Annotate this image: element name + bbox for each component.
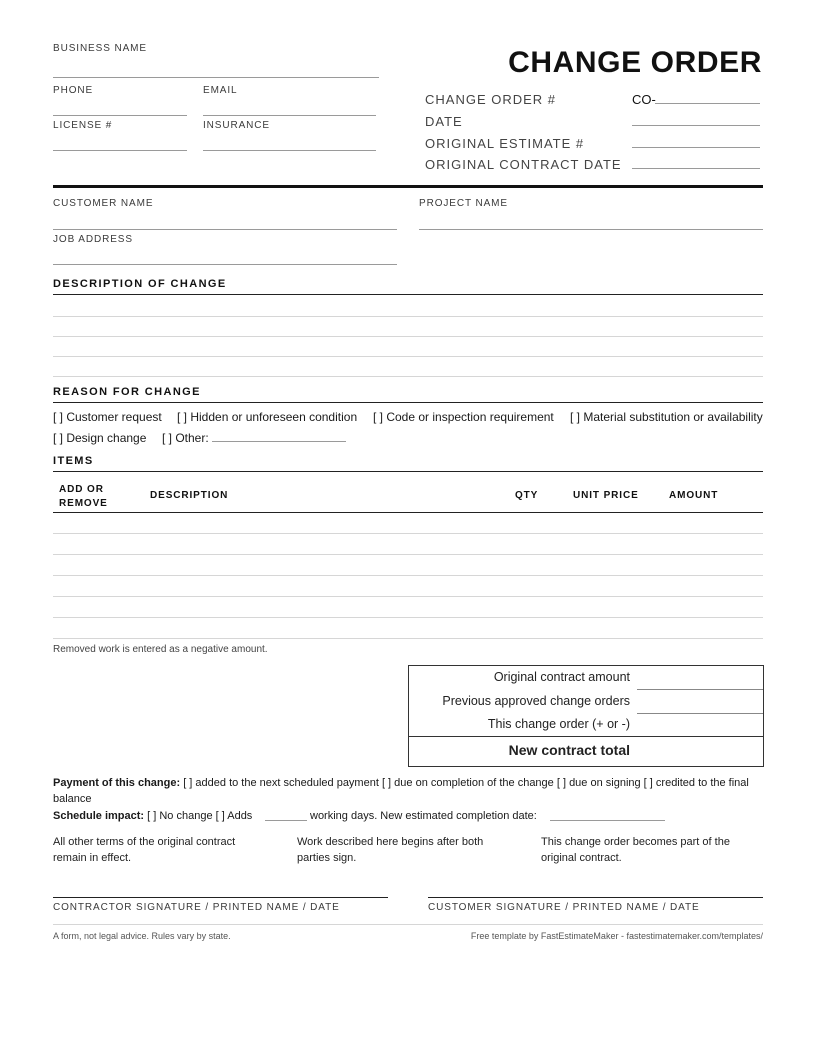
column-add-remove: ADD OR REMOVE <box>59 484 108 509</box>
new-contract-total-field[interactable] <box>637 739 761 764</box>
business-name-label: BUSINESS NAME <box>53 43 147 54</box>
terms-part-of-contract: This change order becomes part of the original contract. <box>541 836 730 864</box>
items-note: Removed work is entered as a negative amount. <box>53 644 268 655</box>
project-name-field[interactable] <box>419 229 763 230</box>
schedule-label: Schedule impact: <box>53 810 145 822</box>
table-row[interactable] <box>53 575 763 576</box>
description-heading: DESCRIPTION OF CHANGE <box>53 278 227 290</box>
business-name-field[interactable] <box>53 77 379 78</box>
email-label: EMAIL <box>203 85 238 96</box>
column-unit-price: UNIT PRICE <box>573 490 639 501</box>
schedule-days-field[interactable] <box>265 820 307 821</box>
payment-options[interactable]: [ ] added to the next scheduled payment [ ] due on completion of the change [ ] due on signing [ ] credited to the final balance <box>53 777 749 805</box>
change-order-number-label: CHANGE ORDER # <box>425 92 557 107</box>
payment-terms[interactable] <box>53 775 765 807</box>
reason-option-code-requirement[interactable]: [ ] Code or inspection requirement <box>373 410 554 424</box>
customer-name-field[interactable] <box>53 229 397 230</box>
completion-date-field[interactable] <box>550 820 665 821</box>
items-header-rule <box>53 512 763 513</box>
date-field[interactable] <box>632 125 760 126</box>
original-contract-date-label: ORIGINAL CONTRACT DATE <box>425 157 622 172</box>
table-row[interactable] <box>53 596 763 597</box>
customer-signature-label: CUSTOMER SIGNATURE / PRINTED NAME / DATE <box>428 902 700 913</box>
this-change-order-label: This change order (+ or -) <box>487 717 630 731</box>
footer-credit[interactable]: Free template by FastEstimateMaker - fastestimatemaker.com/templates/ <box>470 931 763 941</box>
schedule-impact[interactable] <box>53 810 252 822</box>
page-title: CHANGE ORDER <box>508 46 762 79</box>
email-field[interactable] <box>203 115 376 116</box>
description-line[interactable] <box>53 376 763 377</box>
column-qty: QTY <box>515 490 539 501</box>
reason-option-other[interactable]: [ ] Other: <box>162 431 209 445</box>
reason-option-design-change[interactable]: [ ] Design change <box>53 431 147 445</box>
description-line[interactable] <box>53 356 763 357</box>
reason-option-hidden-condition[interactable]: [ ] Hidden or unforeseen condition <box>177 410 358 424</box>
schedule-options[interactable]: [ ] No change [ ] Adds <box>144 810 253 822</box>
column-description: DESCRIPTION <box>150 490 229 501</box>
contractor-signature-line[interactable] <box>53 897 388 898</box>
phone-label: PHONE <box>53 85 94 96</box>
table-row[interactable] <box>53 533 763 534</box>
job-address-field[interactable] <box>53 264 397 265</box>
customer-signature-line[interactable] <box>428 897 763 898</box>
original-estimate-label: ORIGINAL ESTIMATE # <box>425 136 585 151</box>
table-row[interactable] <box>53 617 763 618</box>
totals-rule <box>409 736 763 737</box>
totals-rule <box>637 713 763 714</box>
column-amount: AMOUNT <box>669 490 719 501</box>
previous-approved-field[interactable] <box>637 691 761 712</box>
table-row[interactable] <box>53 554 763 555</box>
reason-heading: REASON FOR CHANGE <box>53 386 201 398</box>
table-row[interactable] <box>53 638 763 639</box>
footer-rule <box>53 924 763 925</box>
project-name-label: PROJECT NAME <box>419 198 508 209</box>
previous-approved-label: Previous approved change orders <box>442 694 630 708</box>
phone-field[interactable] <box>53 115 187 116</box>
new-contract-total-label: New contract total <box>508 742 630 758</box>
insurance-field[interactable] <box>203 150 376 151</box>
description-line[interactable] <box>53 316 763 317</box>
totals-rule <box>637 689 763 690</box>
reason-heading-rule <box>53 402 763 403</box>
reason-option-customer-request[interactable]: [ ] Customer request <box>53 410 162 424</box>
items-heading: ITEMS <box>53 455 94 467</box>
original-contract-date-field[interactable] <box>632 168 760 169</box>
header-divider <box>53 185 763 188</box>
terms-work-begins: Work described here begins after both parties sign. <box>297 836 484 864</box>
contractor-signature-label: CONTRACTOR SIGNATURE / PRINTED NAME / DATE <box>53 902 340 913</box>
reason-option-material-substitution[interactable]: [ ] Material substitution or availability <box>570 410 763 424</box>
this-change-order-field[interactable] <box>637 715 761 735</box>
reason-other-field[interactable] <box>212 441 346 442</box>
job-address-label: JOB ADDRESS <box>53 234 133 245</box>
description-line[interactable] <box>53 336 763 337</box>
footer-disclaimer: A form, not legal advice. Rules vary by state. <box>53 931 231 941</box>
original-contract-amount-label: Original contract amount <box>493 670 630 684</box>
customer-name-label: CUSTOMER NAME <box>53 198 154 209</box>
license-label: LICENSE # <box>53 120 113 131</box>
items-heading-rule <box>53 471 763 472</box>
insurance-label: INSURANCE <box>203 120 270 131</box>
terms-original-contract: All other terms of the original contract remain in effect. <box>53 836 236 864</box>
date-label: DATE <box>425 114 463 129</box>
payment-label: Payment of this change: <box>53 777 181 789</box>
original-estimate-field[interactable] <box>632 147 760 148</box>
change-order-number-field[interactable] <box>655 103 760 104</box>
original-contract-amount-field[interactable] <box>637 667 761 688</box>
change-order-prefix: CO- <box>632 92 656 107</box>
schedule-completion-text: working days. New estimated completion date: <box>310 810 537 822</box>
license-field[interactable] <box>53 150 187 151</box>
description-heading-rule <box>53 294 763 295</box>
